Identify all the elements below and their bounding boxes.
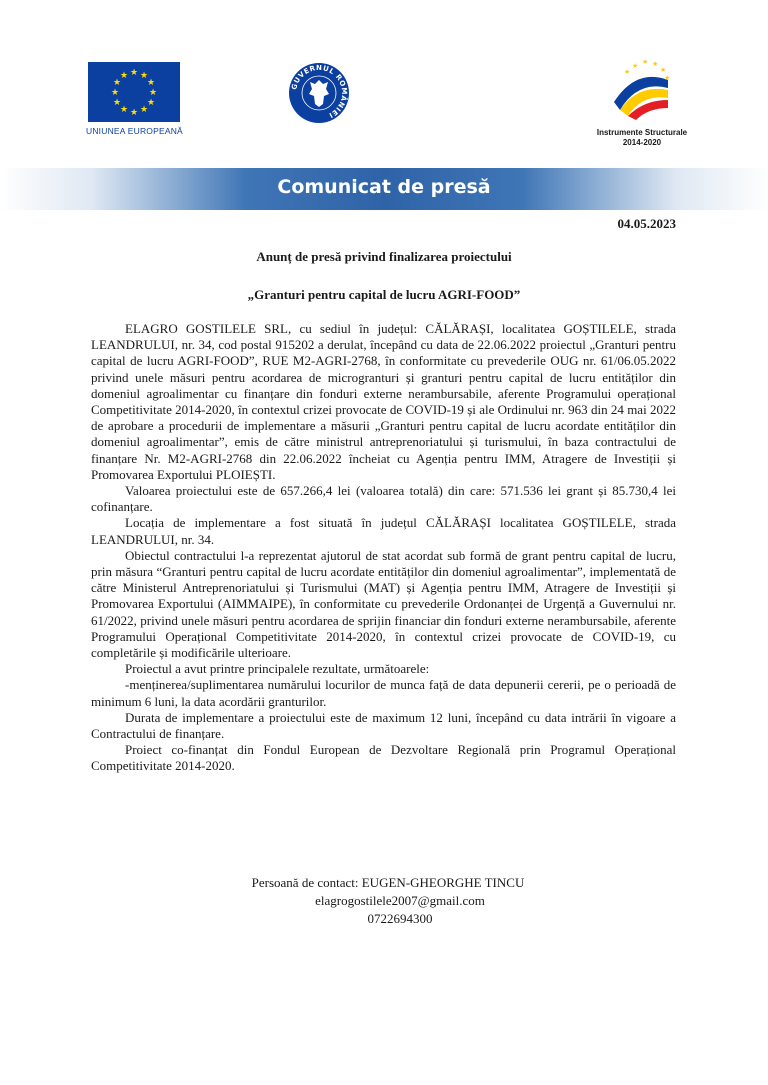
eu-caption: UNIUNEA EUROPEANĂ (86, 126, 183, 136)
paragraph-duration: Durata de implementare a proiectului este de maximum 12 luni, începând cu data intrării în vigoare a Contractului de finanțare. (91, 709, 676, 742)
press-release-title: Comunicat de presă (277, 176, 491, 198)
eu-flag-logo (88, 62, 180, 122)
contact-phone: 0722694300 (367, 911, 433, 926)
svg-text:★: ★ (146, 98, 156, 108)
svg-text:★: ★ (110, 88, 120, 98)
svg-text:★: ★ (129, 68, 139, 78)
svg-text:★: ★ (139, 71, 149, 81)
release-date: 04.05.2023 (617, 216, 676, 231)
is-caption-line2: 2014-2020 (622, 138, 662, 147)
is-caption-line1: Instrumente Structurale (596, 128, 688, 137)
gov-ring-text: GUVERNUL ROMÂNIEI (290, 63, 349, 120)
svg-text:★: ★ (148, 88, 158, 98)
structural-instruments-caption (594, 128, 690, 148)
contact-block (0, 874, 768, 928)
structural-instruments-logo (606, 58, 676, 126)
svg-text:★: ★ (652, 60, 659, 68)
svg-text:★: ★ (146, 78, 156, 88)
paragraph-results-item: -menținerea/suplimentarea numărului locurilor de munca față de data depunerii cererii, pe o perioadă de minimum 6 luni, la data acordării granturilor. (91, 677, 676, 709)
svg-text:★: ★ (112, 98, 122, 108)
paragraph-value: Valoarea proiectului este de 657.266,4 lei (valoarea totală) din care: 571.536 lei grant și 85.730,4 lei cofinanțare. (91, 483, 676, 515)
paragraph-results-intro: Proiectul a avut printre principalele rezultate, următoarele: (125, 661, 430, 677)
svg-text:★: ★ (664, 74, 671, 82)
svg-text:★: ★ (139, 105, 149, 115)
contact-email: elagrogostilele2007@gmail.com (315, 893, 485, 908)
svg-text:★: ★ (660, 66, 667, 74)
svg-text:★: ★ (642, 58, 649, 66)
project-title: „Granturi pentru capital de lucru AGRI-FOOD” (247, 287, 521, 302)
svg-text:★: ★ (129, 108, 139, 118)
government-seal-logo (288, 62, 350, 124)
contact-person: Persoană de contact: EUGEN-GHEORGHE TINCU (251, 875, 525, 890)
svg-text:★: ★ (112, 78, 122, 88)
paragraph-object: Obiectul contractului l-a reprezentat ajutorul de stat acordat sub formă de grant pentru capital de lucru, prin măsura “Granturi pentru capital de lucru acordate entităților din domeniul agroalimentar”, implementată de către Ministerul Antreprenoriatului și Turismului (MAT) și Agenția pentru IMM, Atragere de Investiții și Promovarea Exportului (AIMMAIPE), în conformitate cu prevederile Ordonanței de Urgență a Guvernului nr. 61/2022, privind unele măsuri pentru acordarea de sprijin financiar din fonduri externe nerambursabile, aferente Programului Operațional Competitivitate 2014-2020, în contextul crizei provocate de COVID-19, cu completările și modificările ulterioare. (91, 547, 676, 661)
press-release-body (91, 321, 676, 775)
paragraph-cofinancing: Proiect co-finanțat din Fondul European de Dezvoltare Regională prin Programul Operațional Competitivitate 2014-2020. (91, 742, 676, 774)
svg-text:★: ★ (119, 105, 129, 115)
svg-text:★: ★ (624, 68, 631, 76)
announcement-heading: Anunț de presă privind finalizarea proiectului (256, 249, 512, 264)
svg-text:★: ★ (632, 62, 639, 70)
svg-text:★: ★ (119, 71, 129, 81)
paragraph-location: Locația de implementare a fost situată în județul CĂLĂRAȘI localitatea GOȘTILELE, strada LEANDRULUI, nr. 34. (91, 515, 676, 547)
paragraph-intro: ELAGRO GOSTILELE SRL, cu sediul în județul: CĂLĂRAȘI, localitatea GOȘTILELE, strada LEANDRULUI, nr. 34, cod postal 915202 a derulat, începând cu data de 22.06.2022 proiectul „Granturi pentru capital de lucru AGRI-FOOD”, RUE M2-AGRI-2768, în conformitate cu prevederile OUG nr. 61/06.05.2022 privind unele măsuri pentru acordarea de microgranturi și granturi pentru capital de lucru entităților din domeniul agroalimentar cu finanțare din fonduri externe nerambursabile, aferente Programului operațional Competitivitate 2014-2020, în contextul crizei provocate de COVID-19 și ale Ordinului nr. 963 din 24 mai 2022 de aprobare a procedurii de implementare a măsurii „Granturi pentru capital de lucru acordate entităților din domeniul agroalimentar”, emis de către ministrul antreprenoriatului și turismului, în baza contractului de finanțare Nr. M2-AGRI-2768 din 22.06.2022 încheiat cu Agenția pentru IMM, Atragere de Investiții și Promovarea Exportului PLOIEȘTI. (91, 321, 676, 482)
